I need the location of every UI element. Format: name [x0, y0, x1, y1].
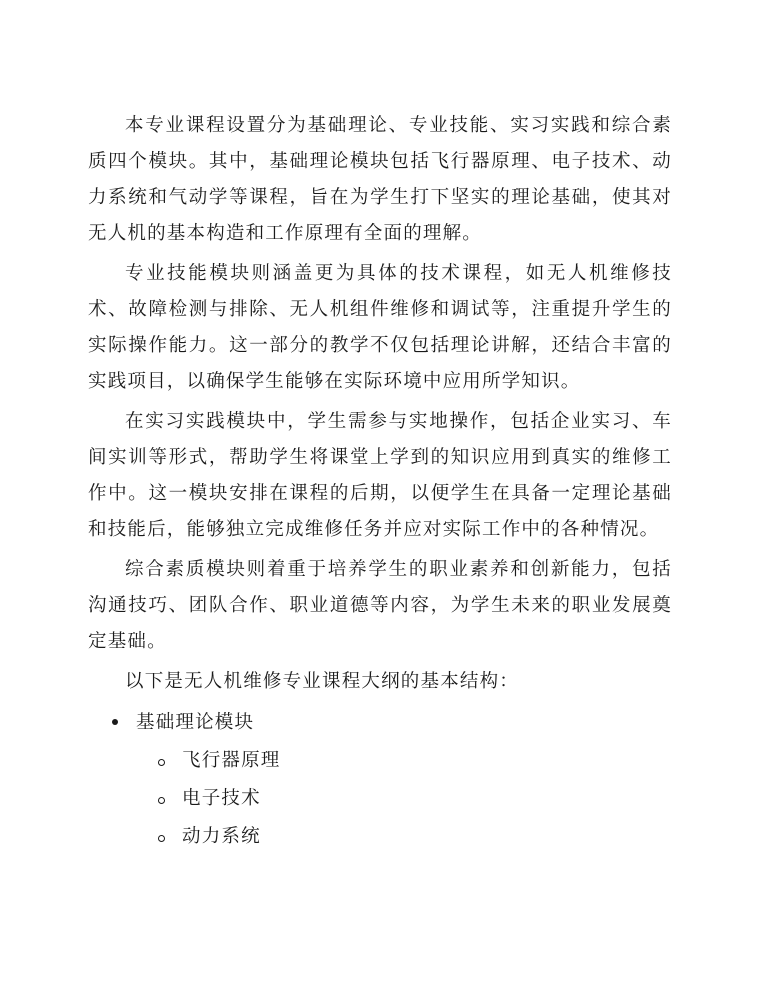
paragraph-course-overview: 本专业课程设置分为基础理论、专业技能、实习实践和综合素质四个模块。其中，基础理论模块包括飞行器原理、电子技术、动力系统和气动学等课程，旨在为学生打下坚实的理论基础，使其对无人机的基本构造和工作原理有全面的理解。: [88, 115, 672, 244]
sub-list-item: [88, 742, 672, 780]
sub-list: [136, 742, 672, 856]
list-item: [88, 704, 672, 856]
sub-list-item: [88, 818, 672, 856]
sub-list-item-label: 电子技术: [182, 788, 261, 809]
bullet-dot-icon: [112, 719, 118, 725]
sub-list-item: [88, 780, 672, 818]
sub-list-item-label: 飞行器原理: [182, 750, 281, 771]
course-outline-list: [88, 704, 672, 856]
circle-bullet-icon: [158, 835, 165, 842]
paragraph-quality-module: 综合素质模块则着重于培养学生的职业素养和创新能力，包括沟通技巧、团队合作、职业道德等内容，为学生未来的职业发展奠定基础。: [88, 559, 672, 652]
circle-bullet-icon: [158, 797, 165, 804]
paragraph-outline-intro: 以下是无人机维修专业课程大纲的基本结构：: [125, 671, 520, 692]
document-page: [88, 108, 672, 856]
paragraph-skills-module: 专业技能模块则涵盖更为具体的技术课程，如无人机维修技术、故障检测与排除、无人机组件维修和调试等，注重提升学生的实际操作能力。这一部分的教学不仅包括理论讲解，还结合丰富的实践项目，以确保学生能够在实际环境中应用所学知识。: [88, 263, 672, 392]
sub-list-item-label: 动力系统: [182, 826, 261, 847]
circle-bullet-icon: [158, 759, 165, 766]
paragraph-practice-module: 在实习实践模块中，学生需参与实地操作，包括企业实习、车间实训等形式，帮助学生将课堂上学到的知识应用到真实的维修工作中。这一模块安排在课程的后期，以便学生在具备一定理论基础和技能后，能够独立完成维修任务并应对实际工作中的各种情况。: [88, 411, 672, 540]
list-item-label: 基础理论模块: [136, 712, 255, 733]
